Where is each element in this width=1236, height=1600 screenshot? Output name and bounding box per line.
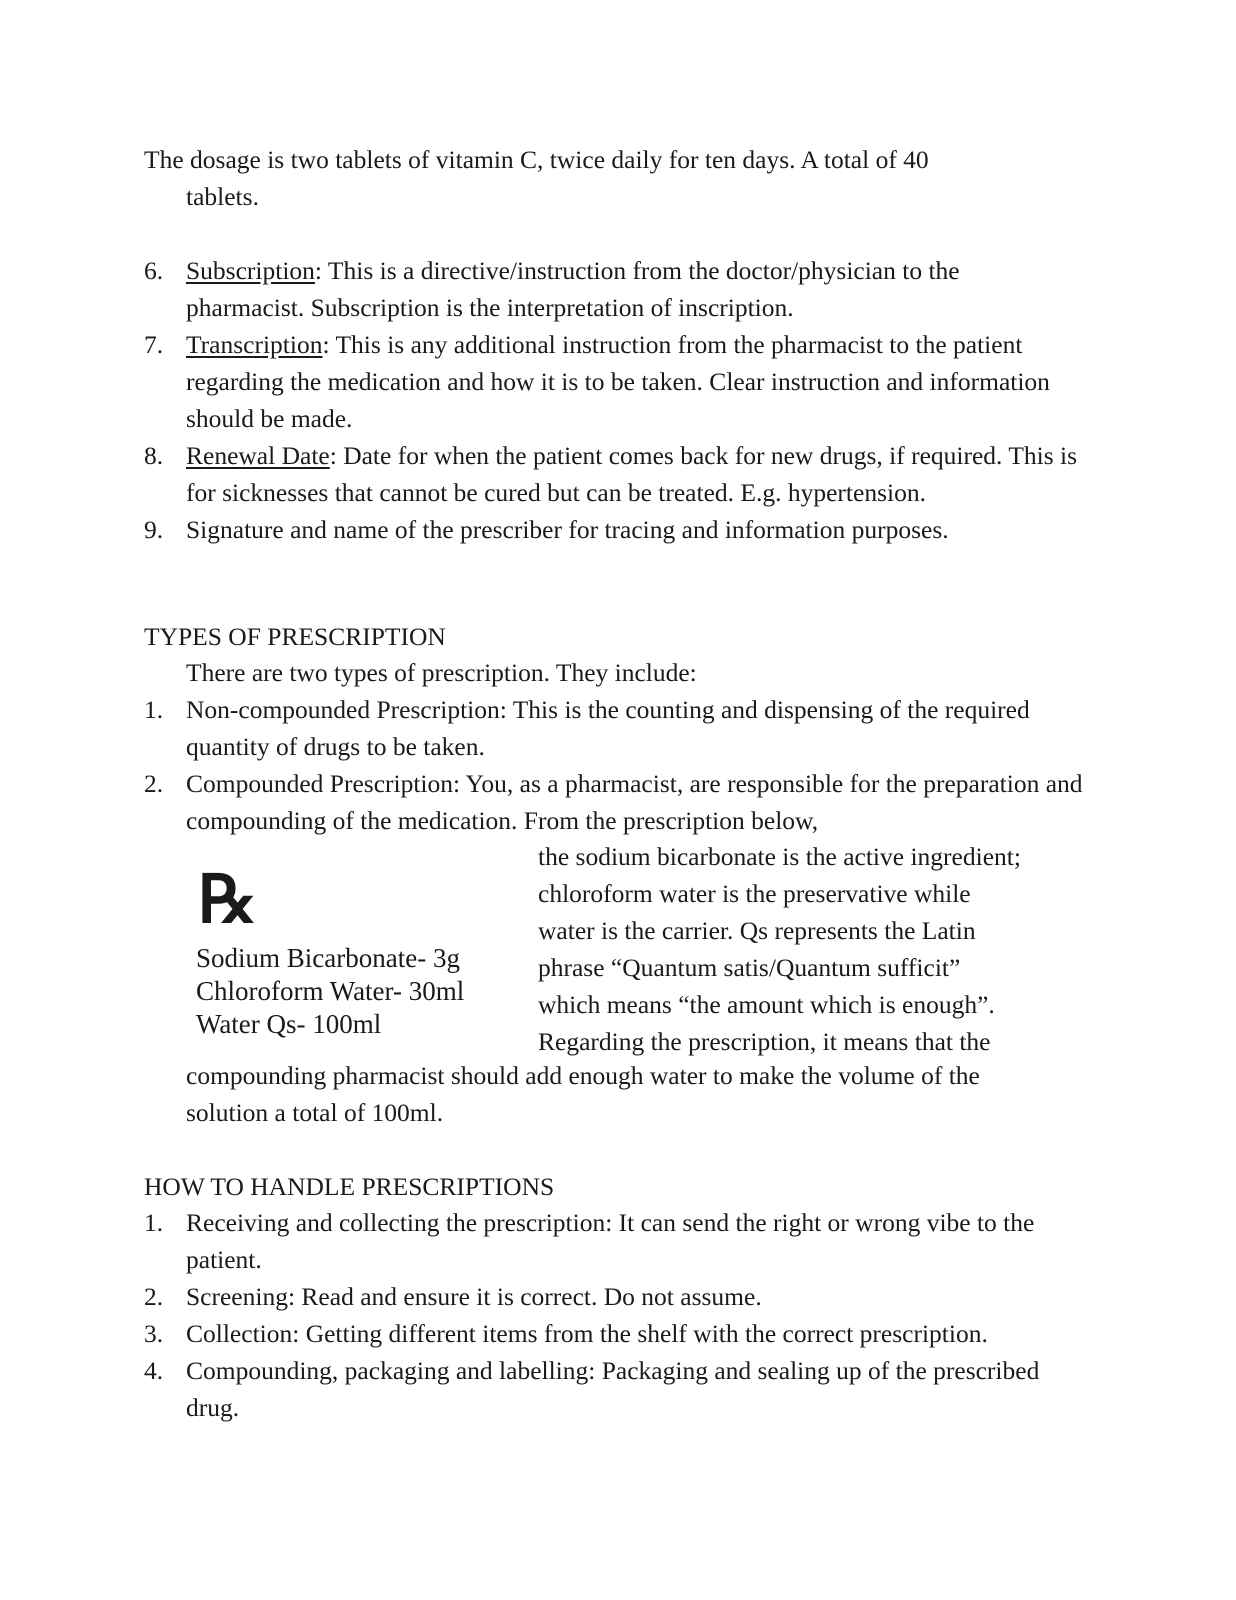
list-item	[144, 1352, 1084, 1426]
dosage-line-1: The dosage is two tablets of vitamin C, twice daily for ten days. A total of 40	[144, 145, 929, 174]
list-item	[144, 511, 1084, 548]
dosage-line-2: tablets.	[186, 182, 259, 211]
list-number: 3.	[144, 1319, 164, 1348]
list-item-text: Screening: Read and ensure it is correct. Do not assume.	[186, 1282, 762, 1311]
handling-list	[144, 1204, 1084, 1426]
list-number: 2.	[144, 769, 164, 798]
list-item	[144, 1278, 1084, 1315]
prescription-components-list	[144, 252, 1084, 548]
list-number: 4.	[144, 1356, 164, 1385]
cont-line: compounding pharmacist should add enough water to make the volume of the	[186, 1061, 980, 1090]
list-number: 6.	[144, 256, 164, 285]
handling-heading: HOW TO HANDLE PRESCRIPTIONS	[144, 1172, 555, 1201]
wrap-line: the sodium bicarbonate is the active ingredient;	[538, 842, 1021, 871]
list-item	[144, 252, 1084, 326]
list-item-text: : This is any additional instruction from the pharmacist to the patient regarding the medication and how it is to be taken. Clear instruction and information should be made.	[186, 330, 1050, 433]
list-number: 8.	[144, 441, 164, 470]
list-item	[144, 765, 1084, 839]
list-number: 2.	[144, 1282, 164, 1311]
list-item	[144, 437, 1084, 511]
rx-line-chloroform-water: Chloroform Water- 30ml	[196, 976, 465, 1006]
term-renewal-date: Renewal Date	[186, 441, 330, 470]
list-number: 7.	[144, 330, 164, 359]
list-item-text: Compounding, packaging and labelling: Packaging and sealing up of the prescribed drug.	[186, 1356, 1040, 1422]
rx-explanation	[538, 838, 1078, 1060]
types-heading: TYPES OF PRESCRIPTION	[144, 622, 446, 651]
wrap-line: which means “the amount which is enough”.	[538, 990, 995, 1019]
list-item	[144, 691, 1084, 765]
rx-line-sodium-bicarbonate: Sodium Bicarbonate- 3g	[196, 943, 460, 973]
cont-line: solution a total of 100ml.	[186, 1098, 444, 1127]
list-number: 1.	[144, 695, 164, 724]
wrap-line: chloroform water is the preservative while	[538, 879, 971, 908]
list-item-text: : This is a directive/instruction from the doctor/physician to the pharmacist. Subscription is the interpretation of inscription.	[186, 256, 960, 322]
list-item-text: Compounded Prescription: You, as a pharmacist, are responsible for the preparation and compounding of the medication. From the prescription below,	[186, 769, 1083, 835]
list-item-text: Non-compounded Prescription: This is the counting and dispensing of the required quantity of drugs to be taken.	[186, 695, 1030, 761]
term-transcription: Transcription	[186, 330, 323, 359]
list-item-text: : Date for when the patient comes back for new drugs, if required. This is for sicknesses that cannot be cured but can be treated. E.g. hypertension.	[186, 441, 1078, 507]
dosage-paragraph	[144, 141, 1084, 215]
list-number: 9.	[144, 515, 164, 544]
wrap-line: water is the carrier. Qs represents the Latin	[538, 916, 976, 945]
list-item	[144, 1315, 1084, 1352]
list-item	[144, 326, 1084, 437]
wrap-line: Regarding the prescription, it means that the	[538, 1027, 991, 1056]
types-list	[144, 691, 1084, 839]
term-subscription: Subscription	[186, 256, 315, 285]
list-item-text: Receiving and collecting the prescription: It can send the right or wrong vibe to the patient.	[186, 1208, 1035, 1274]
types-intro: There are two types of prescription. They include:	[186, 658, 697, 687]
rx-icon: ℞	[198, 864, 258, 937]
list-item-text: Collection: Getting different items from the shelf with the correct prescription.	[186, 1319, 988, 1348]
list-number: 1.	[144, 1208, 164, 1237]
rx-prescription-box	[196, 866, 516, 1046]
wrap-line: phrase “Quantum satis/Quantum sufficit”	[538, 953, 961, 982]
rx-explanation-continued	[186, 1057, 1086, 1131]
list-item	[144, 1204, 1084, 1278]
list-item-text: Signature and name of the prescriber for tracing and information purposes.	[186, 515, 949, 544]
rx-ingredients	[196, 942, 464, 1041]
rx-line-water: Water Qs- 100ml	[196, 1009, 382, 1039]
